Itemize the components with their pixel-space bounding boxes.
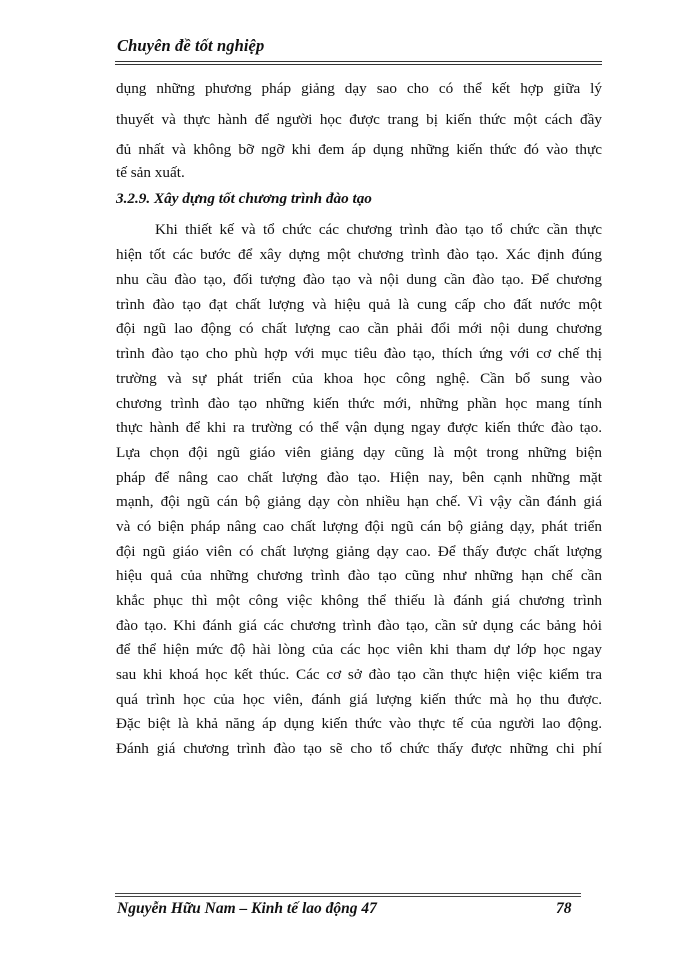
body-line: trình đào tạo đạt chất lượng và hiệu quả là cung cấp cho đất nước một [116,296,602,313]
header-title: Chuyên đề tốt nghiệp [117,36,265,55]
body-line: nhu cầu đào tạo, đối tượng đào tạo và nội dung cần đào tạo. Để chương [116,271,602,288]
body-line: và có biện pháp nâng cao chất lượng đội ngũ cán bộ giảng dạy, phát triển [116,518,602,535]
footer-rule-thin [115,893,581,894]
body-line: thực hành để khi ra trường có thể vận dụng ngay được kiến thức đào tạo. [116,419,602,436]
body-line: chương trình đào tạo những kiến thức mới, những phần học mang tính [116,395,602,412]
section-heading: 3.2.9. Xây dựng tốt chương trình đào tạo [116,190,372,207]
body-line: mạnh, đội ngũ cán bộ giảng dạy còn nhiều hạn chế. Vì vậy cần đánh giá [116,493,602,510]
body-line: Đánh giá chương trình đào tạo sẽ cho tổ chức thấy được những chi phí [116,740,602,757]
body-line: đội ngũ lao động có chất lượng cao cần phải đổi mới nội dung chương [116,320,602,337]
body-line: trình đào tạo cho phù hợp với mục tiêu đào tạo, thích ứng với cơ chế thị [116,345,602,362]
body-line: pháp để nâng cao chất lượng đào tạo. Hiện nay, bên cạnh những mặt [116,469,602,486]
body-line: Đặc biệt là khả năng áp dụng kiến thức vào thực tế của người lao động. [116,715,602,732]
body-line: đội ngũ giáo viên có chất lượng giảng dạy cao. Để thấy được chất lượng [116,543,602,560]
footer-author: Nguyễn Hữu Nam – Kinh tế lao động 47 [117,900,377,917]
body-line: hiệu quả của những chương trình đào tạo cũng như những hạn chế cần [116,567,602,584]
header-rule-thin [115,61,602,62]
intro-line: thuyết và thực hành để người học được trang bị kiến thức một cách đầy [116,111,602,128]
body-line: để thể hiện mức độ hài lòng của các học viên khi tham dự lớp học ngay [116,641,602,658]
intro-line: tế sản xuất. [116,164,185,181]
body-line: sau khi khoá học kết thúc. Các cơ sở đào tạo cần thực hiện việc kiểm tra [116,666,602,683]
body-line: khắc phục thì một công việc không thể thiếu là đánh giá chương trình [116,592,602,609]
intro-line: đủ nhất và không bỡ ngỡ khi đem áp dụng những kiến thức đó vào thực [116,141,602,158]
header-rule-thick [115,64,602,65]
intro-line: dụng những phương pháp giảng dạy sao cho có thể kết hợp giữa lý [116,80,602,97]
body-line: Khi thiết kế và tổ chức các chương trình đào tạo tổ chức cần thực [155,221,602,238]
body-line: đào tạo. Khi đánh giá các chương trình đào tạo, cần sử dụng các bảng hỏi [116,617,602,634]
body-line: trường và sự phát triển của khoa học công nghệ. Cần bổ sung vào [116,370,602,387]
body-line: hiện tốt các bước để xây dựng một chương trình đào tạo. Xác định đúng [116,246,602,263]
body-line: Lựa chọn đội ngũ giáo viên giảng dạy cũng là một trong những biện [116,444,602,461]
body-line: quá trình học của học viên, đánh giá lượng kiến thức mà họ thu được. [116,691,602,708]
page-number: 78 [556,900,572,917]
footer-rule-thick [115,896,581,897]
